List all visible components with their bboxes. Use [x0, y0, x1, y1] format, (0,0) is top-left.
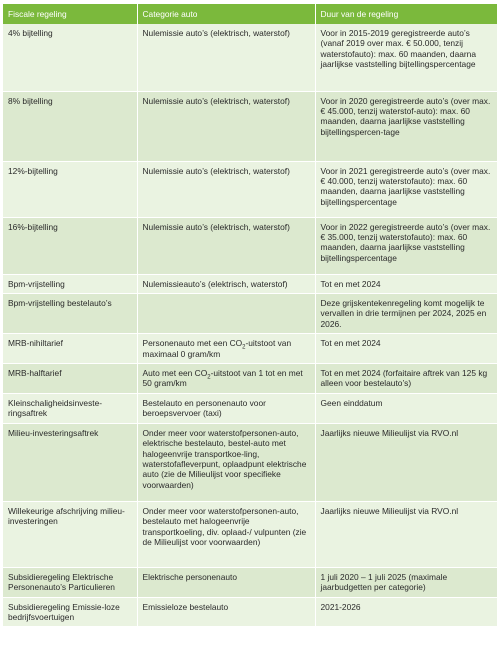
- table-row: [3, 161, 497, 217]
- header-duur-regeling: Duur van de regeling: [315, 4, 497, 24]
- cell-duur: Voor in 2015-2019 geregistreerde auto’s (vanaf 2019 over max. € 50.000, tenzij waterstofauto): max. 60 maanden, daarna jaarlijkse vaststelling bijtellingspercentage: [315, 24, 497, 91]
- cell-categorie: Bestelauto en personenauto voor beroepsvervoer (taxi): [137, 393, 315, 423]
- table-row: [3, 24, 497, 91]
- cell-regeling: 12%-bijtelling: [3, 161, 137, 217]
- cell-duur: Voor in 2022 geregistreerde auto’s (over max. € 35.000, tenzij waterstofauto): max. 60 maanden, daarna jaarlijkse vaststelling bijtellingspercentage: [315, 217, 497, 274]
- cell-categorie: [137, 363, 315, 393]
- cell-categorie: Emissieloze bestelauto: [137, 597, 315, 627]
- cell-duur: Tot en met 2024: [315, 334, 497, 364]
- cell-duur: Voor in 2021 geregistreerde auto’s (over max. € 40.000, tenzij waterstofauto): max. 60 maanden, daarna jaarlijkse vaststelling bijtellingspercentage: [315, 161, 497, 217]
- cell-regeling: Milieu-investeringsaftrek: [3, 423, 137, 501]
- cell-regeling: Bpm-vrijstelling: [3, 274, 137, 293]
- cell-categorie: Nulemissie auto’s (elektrisch, waterstof): [137, 161, 315, 217]
- cell-categorie: Nulemissieauto’s (elektrisch, waterstof): [137, 274, 315, 293]
- co2-subscript: 2: [242, 344, 246, 351]
- cell-categorie: [137, 293, 315, 333]
- cell-duur: Jaarlijks nieuwe Milieulijst via RVO.nl: [315, 423, 497, 501]
- cell-categorie: Onder meer voor waterstofpersonen-auto, elektrische bestelauto, bestel-auto met halogeenvrije transportkoe-ling, waterstofafleverpunt, oplaadpunt elektrische auto (zie de Milieulijst voor specifieke voorwaarden): [137, 423, 315, 501]
- cell-duur: Voor in 2020 geregistreerde auto’s (over max. € 45.000, tenzij waterstof-auto): max. 60 maanden, daarna jaarlijkse vaststelling bijtellingspercen-tage: [315, 91, 497, 161]
- cell-categorie: Onder meer voor waterstofpersonen-auto, bestelauto met halogeenvrije transportkoeling, div. oplaad-/ vulpunten (zie de Milieulijst voor voorwaarden): [137, 501, 315, 567]
- categorie-text-post: -uitstoot van maximaal 0 gram/km: [142, 338, 292, 359]
- cell-categorie: Nulemissie auto’s (elektrisch, waterstof): [137, 24, 315, 91]
- table-row: [3, 293, 497, 333]
- cell-regeling: Kleinschaligheidsinveste-ringsaftrek: [3, 393, 137, 423]
- categorie-text-pre: Auto met een CO: [142, 367, 208, 378]
- cell-duur: Jaarlijks nieuwe Milieulijst via RVO.nl: [315, 501, 497, 567]
- cell-categorie: Elektrische personenauto: [137, 567, 315, 597]
- fiscale-regelingen-table: [3, 4, 497, 627]
- regelingen-table-container: [3, 4, 497, 627]
- table-row: [3, 91, 497, 161]
- cell-duur: Tot en met 2024 (forfaitaire aftrek van 125 kg alleen voor bestelauto’s): [315, 363, 497, 393]
- table-row: [3, 363, 497, 393]
- cell-duur: 2021-2026: [315, 597, 497, 627]
- table-row: [3, 217, 497, 274]
- cell-duur: Tot en met 2024: [315, 274, 497, 293]
- categorie-text-pre: Personenauto met een CO: [142, 338, 243, 349]
- header-categorie-auto: Categorie auto: [137, 4, 315, 24]
- cell-regeling: 16%-bijtelling: [3, 217, 137, 274]
- cell-regeling: MRB-halftarief: [3, 363, 137, 393]
- cell-regeling: 8% bijtelling: [3, 91, 137, 161]
- table-row: [3, 334, 497, 364]
- header-fiscale-regeling: Fiscale regeling: [3, 4, 137, 24]
- cell-duur: 1 juli 2020 – 1 juli 2025 (maximale jaarbudgetten per categorie): [315, 567, 497, 597]
- table-row: [3, 567, 497, 597]
- cell-regeling: Subsidieregeling Elektrische Personenauto’s Particulieren: [3, 567, 137, 597]
- cell-regeling: 4% bijtelling: [3, 24, 137, 91]
- cell-duur: Geen einddatum: [315, 393, 497, 423]
- cell-regeling: Bpm-vrijstelling bestelauto’s: [3, 293, 137, 333]
- table-row: [3, 274, 497, 293]
- cell-categorie: Nulemissie auto’s (elektrisch, waterstof): [137, 91, 315, 161]
- cell-regeling: Willekeurige afschrijving milieu-investeringen: [3, 501, 137, 567]
- table-row: [3, 393, 497, 423]
- table-row: [3, 423, 497, 501]
- cell-regeling: Subsidieregeling Emissie-loze bedrijfsvoertuigen: [3, 597, 137, 627]
- cell-categorie: Nulemissie auto’s (elektrisch, waterstof): [137, 217, 315, 274]
- cell-categorie: [137, 334, 315, 364]
- co2-subscript: 2: [207, 374, 211, 381]
- table-header-row: [3, 4, 497, 24]
- cell-duur: Deze grijskentekenregeling komt mogelijk te vervallen in drie termijnen per 2024, 2025 en 2026.: [315, 293, 497, 333]
- table-row: [3, 597, 497, 627]
- categorie-text-post: -uitstoot van 1 tot en met 50 gram/km: [142, 367, 303, 389]
- cell-regeling: MRB-nihiltarief: [3, 334, 137, 364]
- table-row: [3, 501, 497, 567]
